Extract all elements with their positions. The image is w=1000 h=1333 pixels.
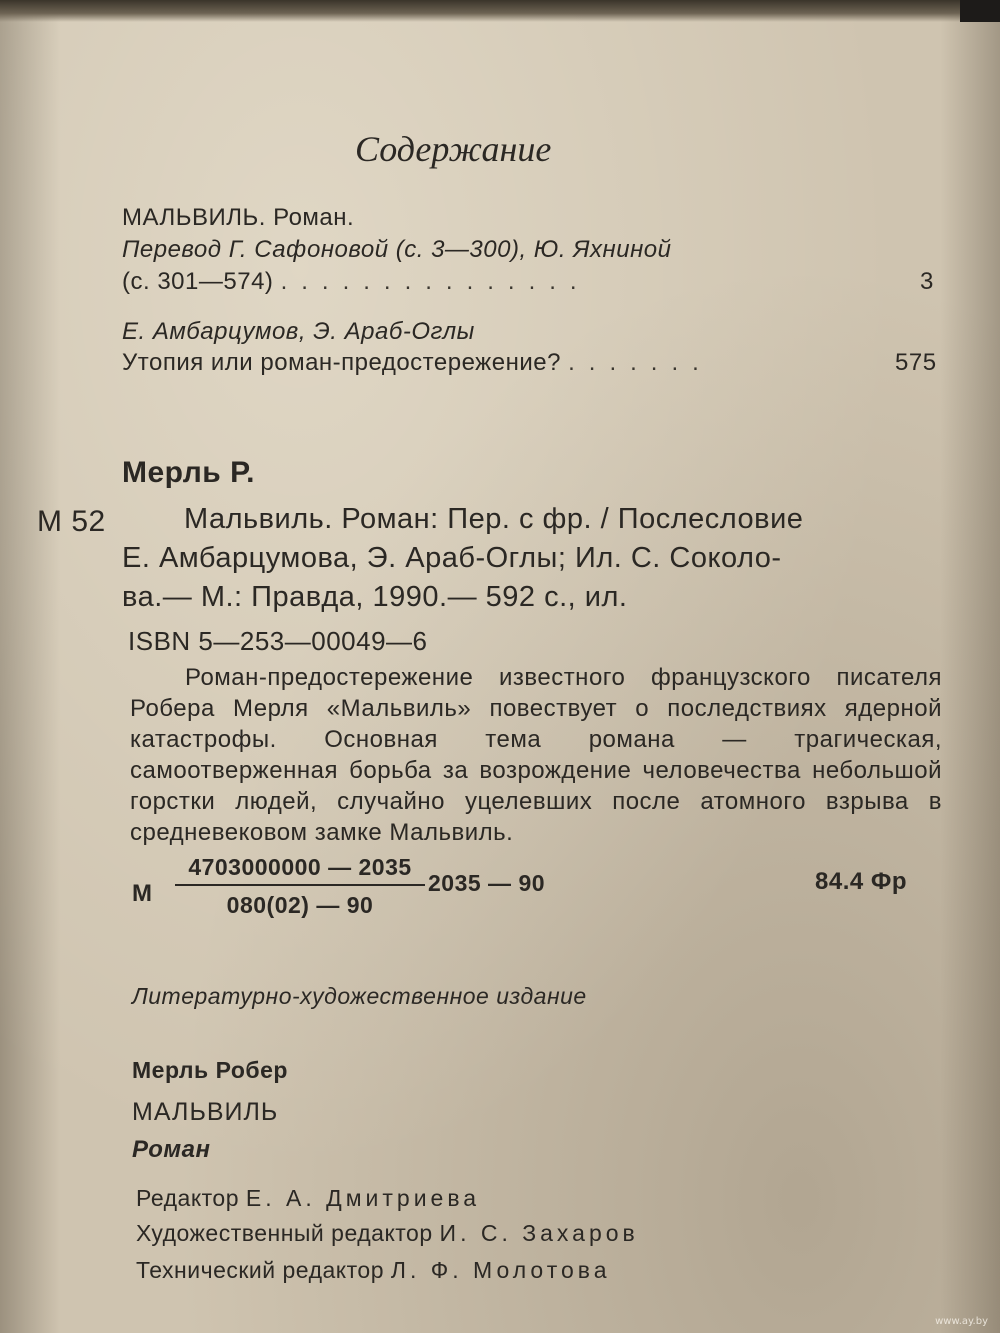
- staff-art-editor: [136, 1220, 639, 1247]
- catalog-bibliographic-entry: [122, 500, 942, 617]
- toc-leader-dots: .......: [568, 349, 713, 376]
- staff-name: Е. А. Дмитриева: [245, 1185, 481, 1211]
- staff-name: И. С. Захаров: [439, 1220, 639, 1246]
- fraction-bar: [175, 884, 425, 886]
- toc-entry-2-page: 575: [895, 349, 937, 376]
- staff-editor: [136, 1185, 480, 1212]
- catalog-isbn: ISBN 5—253—00049—6: [128, 626, 428, 656]
- toc-entry-1-page: 3: [920, 268, 934, 295]
- toc-entry-2-authors: Е. Амбарцумов, Э. Араб-Оглы: [122, 318, 475, 345]
- staff-role: Художественный редактор: [136, 1220, 433, 1246]
- imprint-title: МАЛЬВИЛЬ: [132, 1098, 279, 1126]
- catalog-line-3: ва.— М.: Правда, 1990.— 592 с., ил.: [122, 581, 628, 613]
- catalog-code: М 52: [37, 505, 106, 538]
- catalog-annotation: Роман-предостережение известного французского писателя Робера Мерля «Мальвиль» повествует о последствиях ядерной катастрофы. Основная тема романа — трагическая, самоотверженная борьба за возрождение человечества небольшой горстки людей, случайно уцелевших после атомного взрыва в средневековом замке Мальвиль.: [130, 664, 942, 846]
- toc-title: Содержание: [355, 129, 552, 169]
- toc-entry-2-title: Утопия или роман-предостережение?: [122, 349, 561, 376]
- toc-entry-1-title: МАЛЬВИЛЬ. Роман.: [122, 204, 355, 231]
- classification-numerator: 4703000000 — 2035: [188, 854, 412, 880]
- imprint-author: Мерль Робер: [132, 1057, 288, 1083]
- site-watermark: www.ay.by: [935, 1316, 988, 1327]
- staff-name: Л. Ф. Молотова: [390, 1257, 611, 1283]
- catalog-line-1: Мальвиль. Роман: Пер. с фр. / Послесловие: [184, 503, 804, 535]
- classification-denominator: 080(02) — 90: [226, 892, 374, 918]
- imprint-genre: Роман: [132, 1136, 211, 1163]
- toc-entry-1-pages-line: [122, 268, 591, 296]
- catalog-line-2: Е. Амбарцумова, Э. Араб-Оглы; Ил. С. Соколо-: [122, 542, 782, 574]
- staff-tech-editor: [136, 1257, 611, 1284]
- classification-fraction: [175, 852, 425, 920]
- toc-entry-1-translators: Перевод Г. Сафоновой (с. 3—300), Ю. Яхниной: [122, 236, 672, 263]
- catalog-price: 84.4 Фр: [815, 868, 908, 895]
- toc-entry-1-range: (с. 301—574): [122, 268, 274, 295]
- staff-role: Технический редактор: [136, 1257, 384, 1283]
- catalog-author: Мерль Р.: [122, 456, 255, 489]
- staff-role: Редактор: [136, 1185, 240, 1211]
- book-top-edge: [0, 0, 1000, 22]
- edition-type: Литературно-художественное издание: [132, 983, 587, 1009]
- classification-tail: 2035 — 90: [428, 870, 546, 896]
- dark-corner: [960, 0, 1000, 22]
- toc-entry-2-title-line: [122, 349, 713, 377]
- classification-letter: М: [132, 880, 153, 907]
- toc-leader-dots: ...............: [280, 268, 591, 295]
